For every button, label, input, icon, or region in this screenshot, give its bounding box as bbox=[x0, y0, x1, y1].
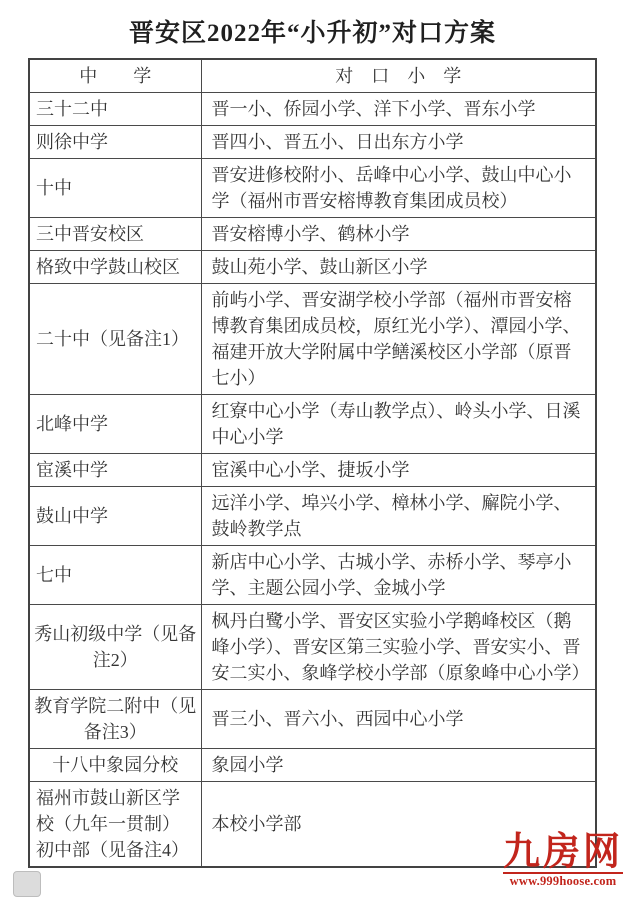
table-row bbox=[29, 546, 596, 605]
middle-school-cell: 则徐中学 bbox=[29, 126, 201, 159]
page-title: 晋安区2022年“小升初”对口方案 bbox=[128, 20, 496, 47]
middle-school-cell: 福州市鼓山新区学校（九年一贯制）初中部（见备注4） bbox=[29, 782, 201, 868]
table-row bbox=[29, 218, 596, 251]
table-row bbox=[29, 690, 596, 749]
table-body bbox=[29, 93, 596, 868]
middle-school-cell: 格致中学鼓山校区 bbox=[29, 251, 201, 284]
schools-table bbox=[28, 58, 597, 868]
watermark-url: www.999hoose.com bbox=[509, 874, 617, 888]
middle-school-cell: 三十二中 bbox=[29, 93, 201, 126]
table-row bbox=[29, 749, 596, 782]
table-row bbox=[29, 159, 596, 218]
elementary-schools-cell: 晋四小、晋五小、日出东方小学 bbox=[201, 126, 596, 159]
middle-school-cell: 十八中象园分校 bbox=[29, 749, 201, 782]
col-header-middle-school: 中 学 bbox=[29, 59, 201, 93]
elementary-schools-cell: 本校小学部 bbox=[201, 782, 596, 868]
table-row bbox=[29, 454, 596, 487]
elementary-schools-cell: 新店中心小学、古城小学、赤桥小学、琴亭小学、主题公园小学、金城小学 bbox=[201, 546, 596, 605]
elementary-schools-cell: 象园小学 bbox=[201, 749, 596, 782]
table-row bbox=[29, 605, 596, 690]
table-row bbox=[29, 251, 596, 284]
table-row bbox=[29, 284, 596, 395]
middle-school-cell: 七中 bbox=[29, 546, 201, 605]
table-row bbox=[29, 487, 596, 546]
table-row bbox=[29, 395, 596, 454]
middle-school-cell: 宦溪中学 bbox=[29, 454, 201, 487]
elementary-schools-cell: 晋安榕博小学、鹤林小学 bbox=[201, 218, 596, 251]
table-row bbox=[29, 126, 596, 159]
elementary-schools-cell: 晋三小、晋六小、西园中心小学 bbox=[201, 690, 596, 749]
col-header-elementary-schools: 对 口 小 学 bbox=[201, 59, 596, 93]
elementary-schools-cell: 宦溪中心小学、捷坂小学 bbox=[201, 454, 596, 487]
elementary-schools-cell: 前屿小学、晋安湖学校小学部（福州市晋安榕博教育集团成员校，原红光小学）、潭园小学、福建开放大学附属中学鳝溪校区小学部（原晋七小） bbox=[201, 284, 596, 395]
table-row bbox=[29, 93, 596, 126]
middle-school-cell: 三中晋安校区 bbox=[29, 218, 201, 251]
elementary-schools-cell: 枫丹白鹭小学、晋安区实验小学鹅峰校区（鹅峰小学）、晋安区第三实验小学、晋安实小、晋安二实小、象峰学校小学部（原象峰中心小学） bbox=[201, 605, 596, 690]
elementary-schools-cell: 远洋小学、埠兴小学、樟林小学、廨院小学、鼓岭教学点 bbox=[201, 487, 596, 546]
elementary-schools-cell: 鼓山苑小学、鼓山新区小学 bbox=[201, 251, 596, 284]
middle-school-cell: 秀山初级中学（见备注2） bbox=[29, 605, 201, 690]
middle-school-cell: 鼓山中学 bbox=[29, 487, 201, 546]
elementary-schools-cell: 晋一小、侨园小学、洋下小学、晋东小学 bbox=[201, 93, 596, 126]
corner-artifact bbox=[13, 871, 41, 897]
watermark bbox=[503, 830, 623, 889]
elementary-schools-cell: 红寮中心小学（寿山教学点）、岭头小学、日溪中心小学 bbox=[201, 395, 596, 454]
middle-school-cell: 二十中（见备注1） bbox=[29, 284, 201, 395]
middle-school-cell: 十中 bbox=[29, 159, 201, 218]
table-header-row bbox=[29, 59, 596, 93]
elementary-schools-cell: 晋安进修校附小、岳峰中心小学、鼓山中心小学（福州市晋安榕博教育集团成员校） bbox=[201, 159, 596, 218]
watermark-logo-text: 九房网 bbox=[503, 830, 623, 875]
middle-school-cell: 教育学院二附中（见备注3） bbox=[29, 690, 201, 749]
middle-school-cell: 北峰中学 bbox=[29, 395, 201, 454]
